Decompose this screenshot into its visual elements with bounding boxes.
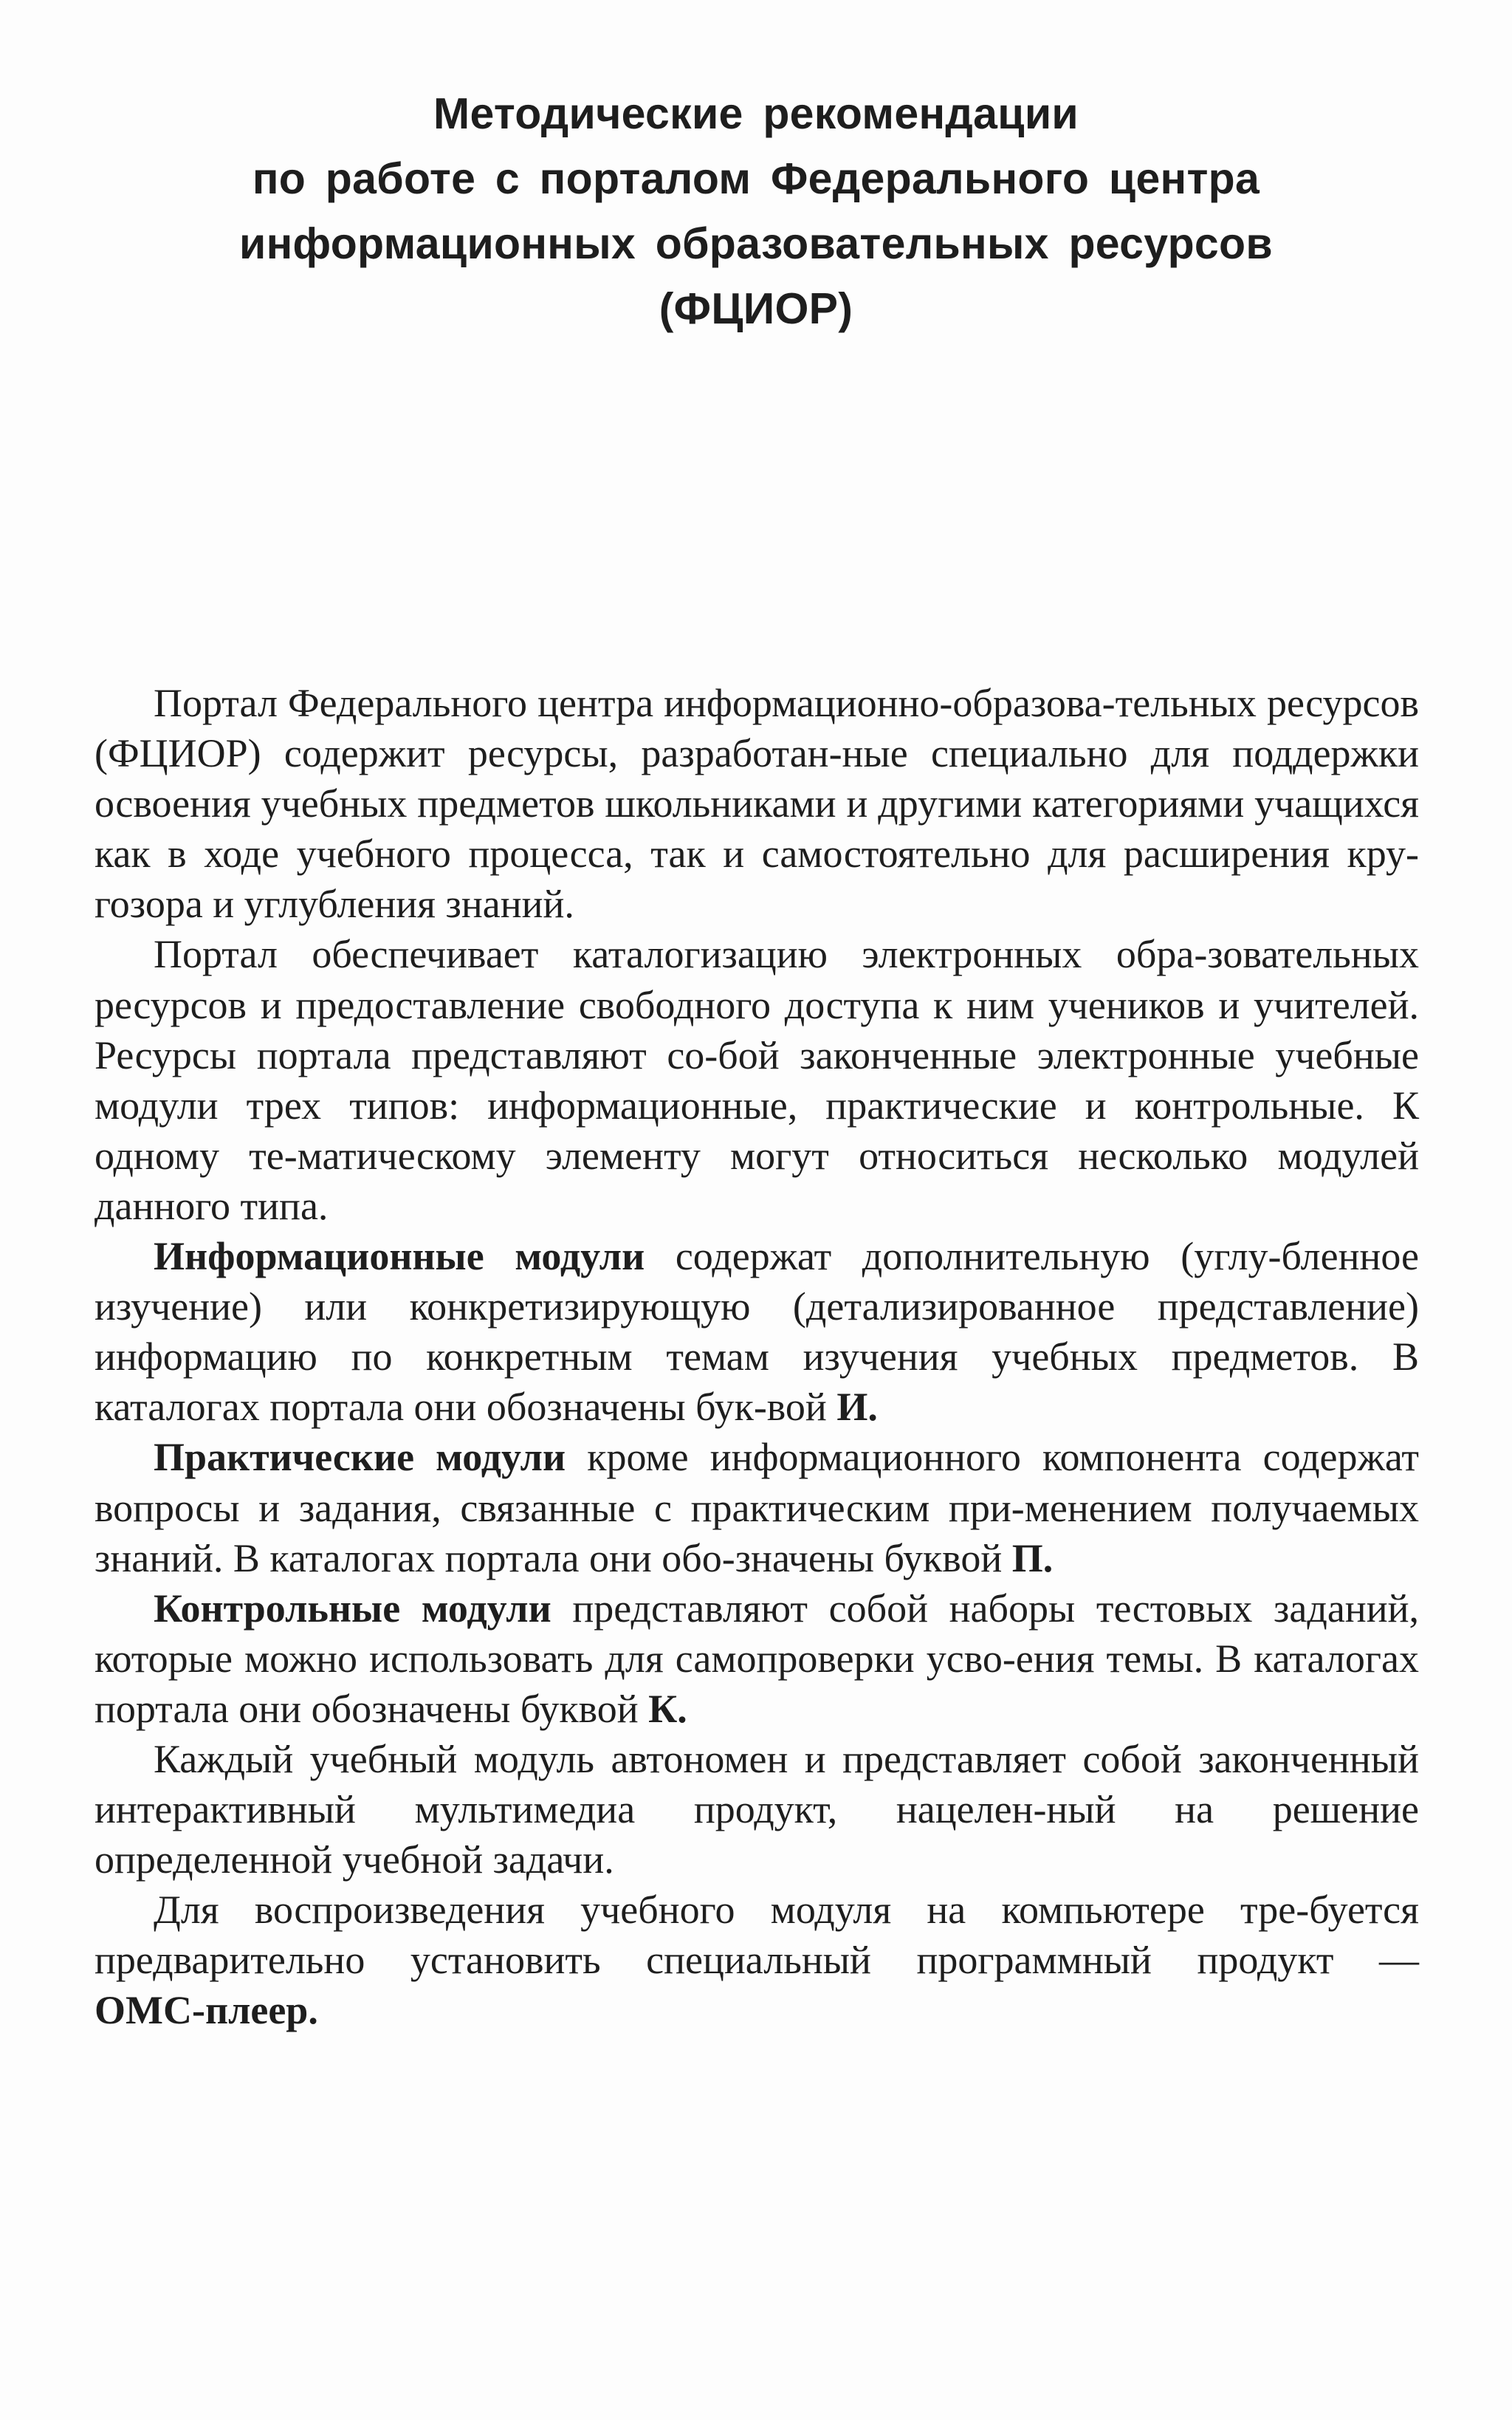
title-line-4: (ФЦИОР) — [659, 284, 853, 333]
paragraph-text: Портал обеспечивает каталогизацию электронных обра-зовательных ресурсов и предоставление свободного доступа к ним учеников и учителей. Ресурсы портала представляют со-бой законченные электронные учебные модули трех типов: информационные, практические и контрольные. К одному те-матическому элементу могут относиться несколько модулей данного типа. — [94, 932, 1419, 1228]
term-oms-player: ОМС-плеер — [94, 1988, 309, 2033]
paragraph-info-modules — [94, 1231, 1419, 1432]
title-line-3: информационных образовательных ресурсов — [239, 219, 1273, 268]
paragraph-end: . — [867, 1385, 878, 1430]
term-info-modules: Информационные модули — [154, 1234, 645, 1279]
term-practical-modules: Практические модули — [154, 1435, 566, 1480]
paragraph-text: Для воспроизведения учебного модуля на компьютере тре-буется предварительно установить специальный программный продукт — — [94, 1888, 1419, 1983]
paragraph-portal-intro — [94, 678, 1419, 929]
letter-practical: П — [1011, 1535, 1043, 1580]
paragraph-autonomous-module — [94, 1734, 1419, 1885]
paragraph-end: . — [1042, 1535, 1054, 1580]
paragraph-text: содержат дополнительную (углу-бленное изучение) или конкретизирующую (детализированное представление) информацию по конкретным темам изучения учебных предметов. В каталогах портала они обозначены бук-вой — [94, 1234, 1419, 1430]
title-line-1: Методические рекомендации — [433, 89, 1079, 138]
paragraph-oms-player — [94, 1885, 1419, 2035]
paragraph-control-modules — [94, 1583, 1419, 1734]
paragraph-end: . — [677, 1686, 687, 1731]
paragraph-portal-catalog — [94, 929, 1419, 1231]
letter-info: И — [836, 1385, 868, 1430]
letter-control: К — [648, 1686, 678, 1731]
title-line-2: по работе с порталом Федерального центра — [252, 154, 1260, 203]
paragraph-text: Каждый учебный модуль автономен и представляет собой законченный интерактивный мультимедиа продукт, нацелен-ный на решение определенной учебной задачи. — [94, 1736, 1419, 1882]
paragraph-end: . — [308, 1988, 318, 2033]
paragraph-text: представляют собой наборы тестовых заданий, которые можно использовать для самопроверки усво-ения темы. В каталогах портала они обозначены буквой — [94, 1586, 1419, 1731]
document-title — [89, 81, 1423, 341]
paragraph-text: кроме информационного компонента содержат вопросы и задания, связанные с практическим при-менением получаемых знаний. В каталогах портала они обо-значены буквой — [94, 1435, 1419, 1580]
paragraph-text: Портал Федерального центра информационно-образова-тельных ресурсов (ФЦИОР) содержит ресурсы, разработан-ные специально для поддержки освоения учебных предметов школьниками и другими категориями учащихся как в ходе учебного процесса, так и самостоятельно для расширения кру-гозора и углубления знаний. — [94, 681, 1419, 927]
document-body — [94, 678, 1419, 2036]
term-control-modules: Контрольные модули — [154, 1586, 551, 1631]
paragraph-practical-modules — [94, 1432, 1419, 1583]
